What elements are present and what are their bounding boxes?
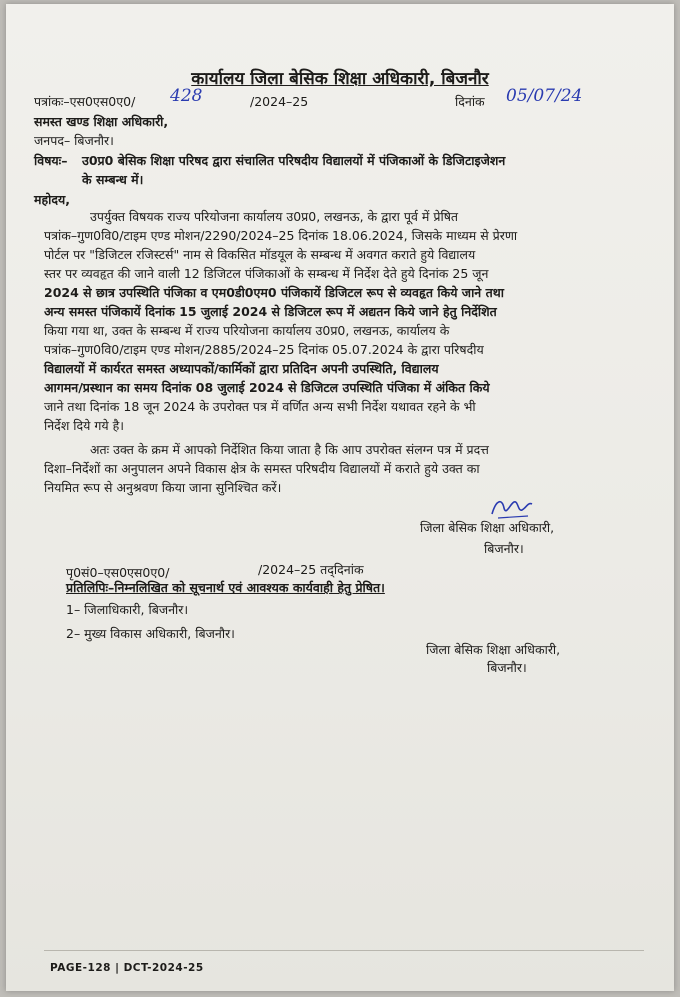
para1-line: 2024 से छात्र उपस्थिति पंजिका व एम0डी0एम0 पंजिकायें डिजिटल रूप से व्यवहृत किये जाने तथा	[44, 285, 504, 300]
para2-line: अतः उक्त के क्रम में आपको निर्देशित किया जाता है कि आप उपरोक्त संलग्न पत्र में प्रदत्त	[90, 442, 489, 457]
para1-line: पोर्टल पर "डिजिटल रजिस्टर्स" नाम से विकसित मॉडयूल के सम्बन्ध में अवगत कराते हुये विद्यालय	[44, 247, 476, 262]
salutation: महोदय,	[34, 192, 70, 207]
date-label: दिनांक	[455, 94, 485, 109]
para1-line: पत्रांक–गुण0वि0/टाइम एण्ड मोशन/2885/2024–25 दिनांक 05.07.2024 के द्वारा परिषदीय	[44, 342, 484, 357]
letter-no-prefix: पत्रांकः–एस0एस0ए0/	[34, 94, 136, 109]
date-handwritten: 05/07/24	[506, 86, 583, 106]
body-paragraph-1	[44, 207, 642, 435]
subject-line1: उ0प्र0 बेसिक शिक्षा परिषद द्वारा संचालित परिषदीय विद्यालयों में पंजिकाओं के डिजिटाइजेशन	[82, 153, 506, 168]
copy-ref-prefix: पृ0सं0–एस0एस0ए0/	[66, 565, 170, 580]
para1-line: निर्देश दिये गये है।	[44, 418, 125, 433]
para1-line: स्तर पर व्यवहृत की जाने वाली 12 डिजिटल पंजिकाओं के सम्बन्ध में निर्देश देते हुये दिनांक 25 जून	[44, 266, 489, 281]
signature-scribble	[488, 494, 534, 522]
para2-line: नियमित रूप से अनुश्रवण किया जाना सुनिश्चित करें।	[44, 480, 282, 495]
copy-list-item: 1– जिलाधिकारी, बिजनौर।	[66, 602, 189, 617]
recipient-line1: समस्त खण्ड शिक्षा अधिकारी,	[34, 114, 169, 129]
para1-line: उपर्युक्त विषयक राज्य परियोजना कार्यालय उ0प्र0, लखनऊ, के द्वारा पूर्व में प्रेषित	[90, 209, 459, 224]
office-title: कार्यालय जिला बेसिक शिक्षा अधिकारी, बिजनौर	[191, 69, 489, 89]
signature2-title: जिला बेसिक शिक्षा अधिकारी,	[426, 642, 561, 657]
copy-list-item: 2– मुख्य विकास अधिकारी, बिजनौर।	[66, 626, 235, 641]
subject-label: विषयः–	[34, 153, 68, 168]
signature-title: जिला बेसिक शिक्षा अधिकारी,	[420, 520, 555, 535]
signature2-place: बिजनौर।	[487, 660, 527, 675]
para1-line: अन्य समस्त पंजिकायें दिनांक 15 जुलाई 2024 से डिजिटल रूप में अद्यतन किये जाने हेतु निर्देशित	[44, 304, 497, 319]
para1-line: किया गया था, उक्त के सम्बन्ध में राज्य परियोजना कार्यालय उ0प्र0, लखनऊ, कार्यालय के	[44, 323, 450, 338]
recipient-line2: जनपद– बिजनौर।	[34, 133, 114, 148]
letter-no-handwritten: 428	[170, 86, 203, 106]
para1-line: पत्रांक–गुण0वि0/टाइम एण्ड मोशन/2290/2024–25 दिनांक 18.06.2024, जिसके माध्यम से प्रेरणा	[44, 228, 518, 243]
letter-no-suffix: /2024–25	[250, 94, 309, 109]
footer-divider	[44, 950, 644, 951]
body-paragraph-2	[44, 440, 642, 497]
para2-line: दिशा–निर्देशों का अनुपालन अपने विकास क्षेत्र के समस्त परिषदीय विद्यालयों में कराते हुये उक्त का	[44, 461, 480, 476]
copy-ref-suffix: /2024–25 तद्‌दिनांक	[258, 562, 364, 577]
para1-line: विद्यालयों में कार्यरत समस्त अध्यापकों/कार्मिकों द्वारा प्रतिदिन अपनी उपस्थिति, विद्यालय	[44, 361, 439, 376]
copy-heading: प्रतिलिपिः–निम्नलिखित को सूचनार्थ एवं आवश्यक कार्यवाही हेतु प्रेषित।	[66, 580, 385, 595]
subject-line2: के सम्बन्ध में।	[82, 172, 144, 187]
signature-place: बिजनौर।	[484, 541, 524, 556]
page-footer: PAGE-128 | DCT-2024-25	[50, 962, 204, 974]
para1-line: आगमन/प्रस्थान का समय दिनांक 08 जुलाई 2024 से डिजिटल उपस्थिति पंजिका में अंकित किये	[44, 380, 490, 395]
para1-line: जाने तथा दिनांक 18 जून 2024 के उपरोक्त पत्र में वर्णित अन्य सभी निर्देश यथावत रहने के भी	[44, 399, 476, 414]
